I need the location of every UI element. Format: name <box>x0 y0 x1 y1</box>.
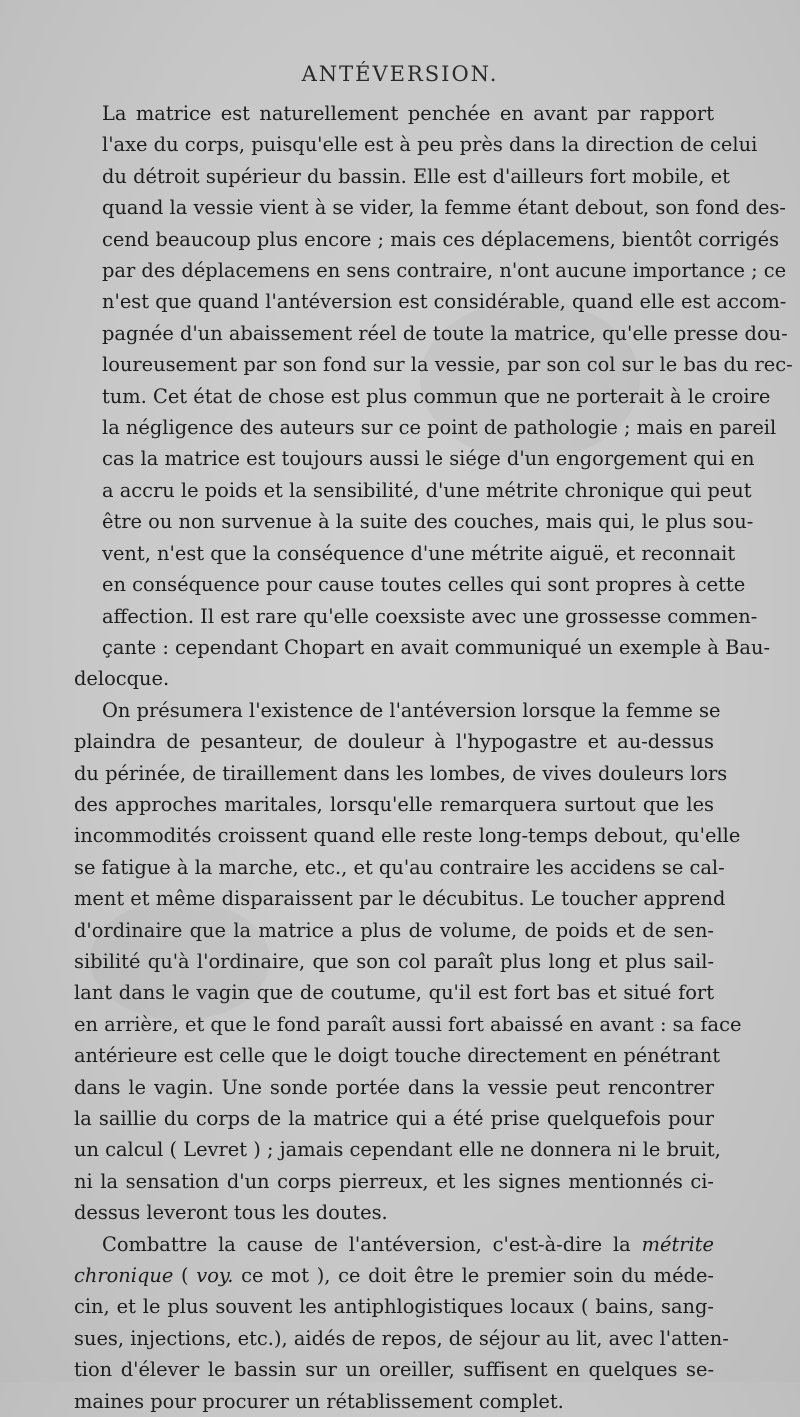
text-line: ment et même disparaissent par le décubitus. Le toucher apprend <box>74 887 726 911</box>
text-line: tion d'élever le bassin sur un oreiller, suffisent en quelques se- <box>74 1358 714 1382</box>
text-line: plaindra de pesanteur, de douleur à l'hypogastre et au-dessus <box>74 730 714 754</box>
text-line: des approches maritales, lorsqu'elle remarquera surtout que les <box>74 792 714 816</box>
text-line: un calcul ( Levret ) ; jamais cependant elle ne donnera ni le bruit, <box>74 1138 721 1162</box>
text-line: par des déplacemens en sens contraire, n'ont aucune importance ; ce <box>102 259 787 283</box>
text-line: çante : cependant Chopart en avait communiqué un exemple à Bau- <box>102 635 770 659</box>
text-line: être ou non survenue à la suite des couches, mais qui, le plus sou- <box>102 510 754 534</box>
text-line: ni la sensation d'un corps pierreux, et les signes mentionnés ci- <box>74 1169 714 1193</box>
text-line: n'est que quand l'antéversion est considérable, quand elle est accom- <box>102 290 787 314</box>
text-line: lant dans le vagin que de coutume, qu'il est fort bas et situé fort <box>74 981 714 1005</box>
text-line: l'axe du corps, puisqu'elle est à peu près dans la direction de celui <box>102 133 758 157</box>
text-line: en conséquence pour cause toutes celles qui sont propres à cette <box>102 573 746 597</box>
italic-term: métrite <box>641 1232 714 1256</box>
text-line: incommodités croissent quand elle reste long-temps debout, qu'elle <box>74 824 741 848</box>
page-title: ANTÉVERSION. <box>301 62 499 86</box>
text-line <box>74 1229 714 1260</box>
text-line: sibilité qu'à l'ordinaire, que son col paraît plus long et plus sail- <box>74 949 714 973</box>
italic-term: voy. <box>196 1264 234 1288</box>
text-line: On présumera l'existence de l'antéversion lorsque la femme se <box>102 698 721 722</box>
text-line: tum. Cet état de chose est plus commun que ne porterait à le croire <box>102 384 771 408</box>
text-run: ( <box>173 1264 197 1288</box>
text-line: dans le vagin. Une sonde portée dans la vessie peut rencontrer <box>74 1075 714 1099</box>
text-line: antérieure est celle que le doigt touche directement en pénétrant <box>74 1044 721 1068</box>
text-line: maines pour procurer un rétablissement complet. <box>74 1389 564 1413</box>
text-line: la négligence des auteurs sur ce point de pathologie ; mais en pareil <box>102 416 777 440</box>
text-line: cin, et le plus souvent les antiphlogistiques locaux ( bains, sang- <box>74 1295 714 1319</box>
text-line: quand la vessie vient à se vider, la femme étant debout, son fond des- <box>102 196 786 220</box>
text-line: vent, n'est que la conséquence d'une métrite aiguë, et reconnait <box>102 541 736 565</box>
text-line: delocque. <box>74 667 170 691</box>
body-text <box>74 98 793 1417</box>
text-line: dessus leveront tous les doutes. <box>74 1201 388 1225</box>
text-line: cas la matrice est toujours aussi le siége d'un engorgement qui en <box>102 447 755 471</box>
text-line: sues, injections, etc.), aidés de repos, de séjour au lit, avec l'atten- <box>74 1326 729 1350</box>
text-line: a accru le poids et la sensibilité, d'une métrite chronique qui peut <box>102 478 752 502</box>
paragraph-2 <box>74 695 742 1229</box>
text-line: loureusement par son fond sur la vessie, par son col sur le bas du rec- <box>102 353 793 377</box>
text-line: pagnée d'un abaissement réel de toute la matrice, qu'elle presse dou- <box>102 321 788 345</box>
text-line: se fatigue à la marche, etc., et qu'au contraire les accidens se cal- <box>74 855 725 879</box>
text-run: Combattre la cause de l'antéversion, c'est-à-dire la <box>102 1232 642 1256</box>
text-line: du périnée, de tiraillement dans les lombes, de vives douleurs lors <box>74 761 728 785</box>
text-line <box>74 1260 714 1291</box>
italic-term: chronique <box>74 1264 174 1288</box>
text-line: en arrière, et que le fond paraît aussi fort abaissé en avant : sa face <box>74 1012 742 1036</box>
text-line: cend beaucoup plus encore ; mais ces déplacemens, bientôt corrigés <box>102 227 780 251</box>
text-line: affection. Il est rare qu'elle coexsiste avec une grossesse commen- <box>102 604 758 628</box>
paragraph-3 <box>74 1229 729 1417</box>
text-line: du détroit supérieur du bassin. Elle est d'ailleurs fort mobile, et <box>102 164 730 188</box>
text-line: la saillie du corps de la matrice qui a été prise quelquefois pour <box>74 1107 714 1130</box>
paragraph-1 <box>74 98 793 695</box>
text-line: d'ordinaire que la matrice a plus de volume, de poids et de sen- <box>74 918 714 942</box>
text-run: ce mot ), ce doit être le premier soin du méde- <box>233 1264 714 1288</box>
text-line: La matrice est naturellement penchée en avant par rapport <box>102 102 714 125</box>
